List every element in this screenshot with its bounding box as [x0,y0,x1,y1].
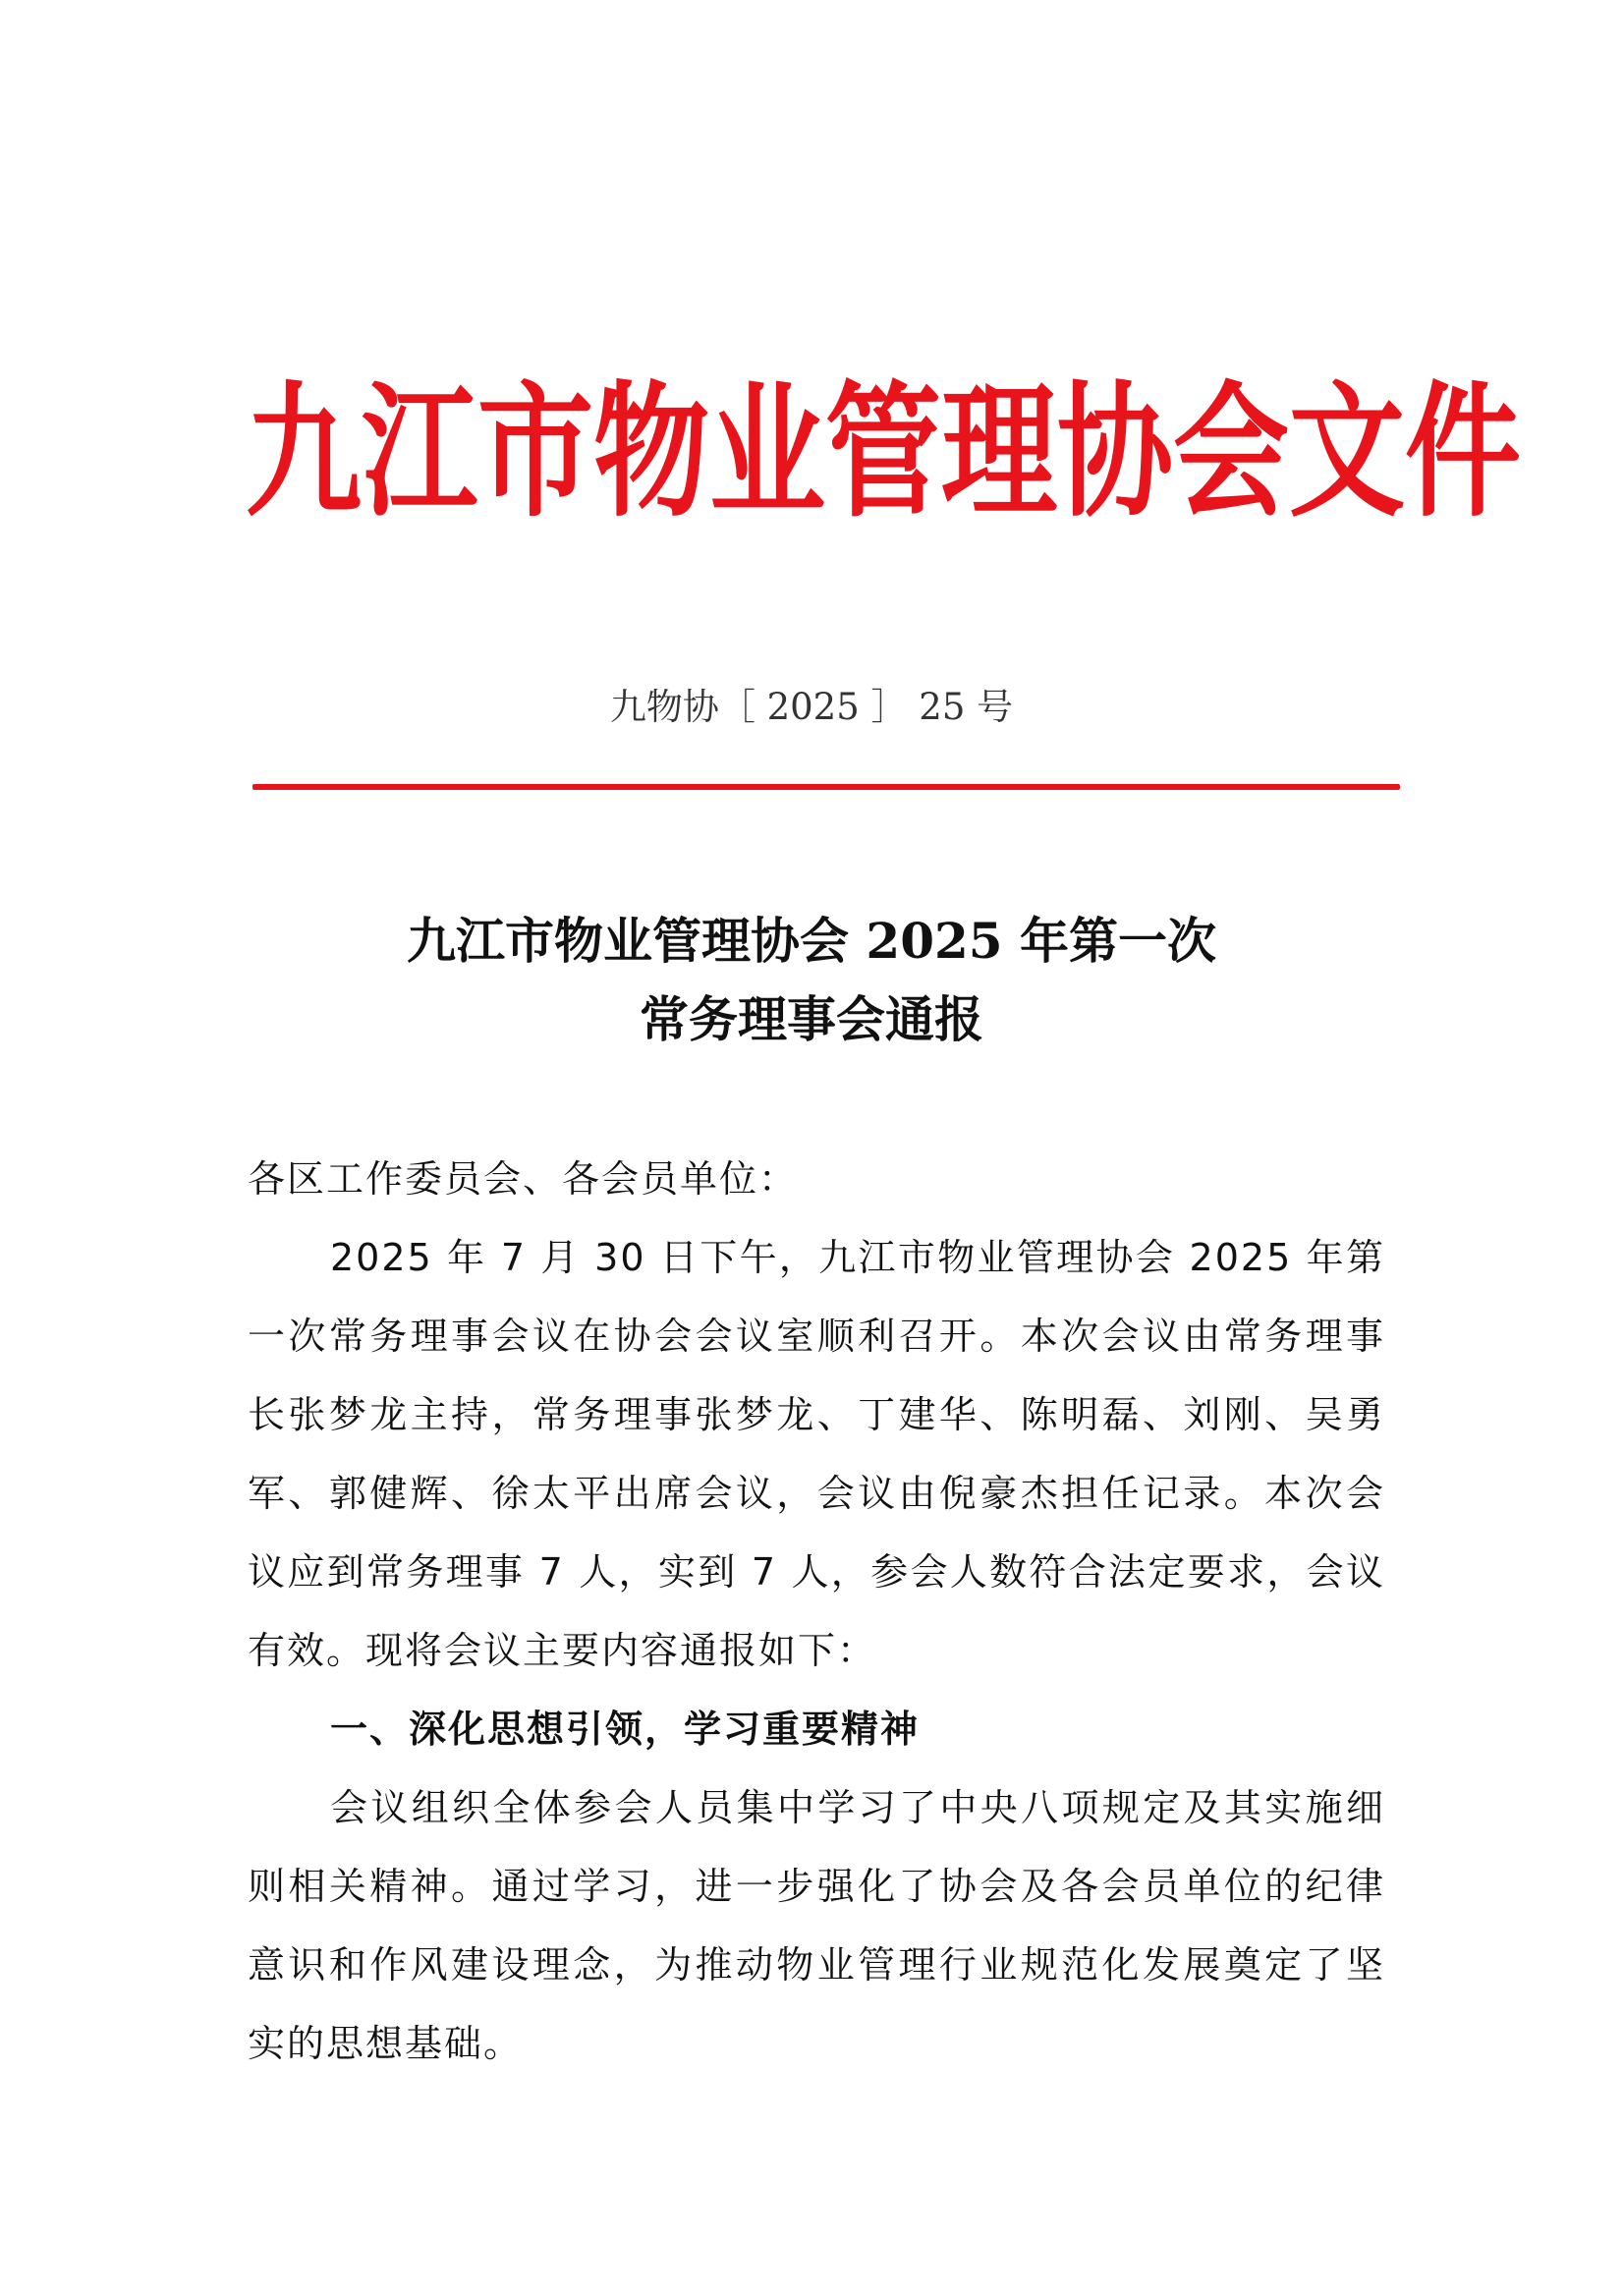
document-number: 九物协［ 2025 ］ 25 号 [609,686,1014,728]
red-divider-line [252,784,1400,790]
paragraph-meeting-overview: 2025 年 7 月 30 日下午，九江市物业管理协会 2025 年第一次常务理事会议在协会会议室顺利召开。本次会议由常务理事长张梦龙主持，常务理事张梦龙、丁建华、陈明磊、刘刚、吴勇军、郭健辉、徐太平出席会议，会议由倪豪杰担任记录。本次会议应到常务理事 7 人，实到 7 人，参会人数符合法定要求，会议有效。现将会议主要内容通报如下： [248,1236,1385,1672]
title-line-2: 常务理事会通报 [640,990,983,1048]
document-body [248,1140,1385,2083]
section-heading-1: 一、深化思想引领，学习重要精神 [330,1708,921,1751]
masthead-title: 九江市物业管理协会文件 [246,366,1522,537]
salutation: 各区工作委员会、各会员单位： [248,1157,799,1201]
document-title [0,902,1623,1059]
section-1-body: 会议组织全体参会人员集中学习了中央八项规定及其实施细则相关精神。通过学习，进一步强化了协会及各会员单位的纪律意识和作风建设理念，为推动物业管理行业规范化发展奠定了坚实的思想基础。 [248,1786,1385,2065]
title-line-1: 九江市物业管理协会 2025 年第一次 [407,912,1216,970]
